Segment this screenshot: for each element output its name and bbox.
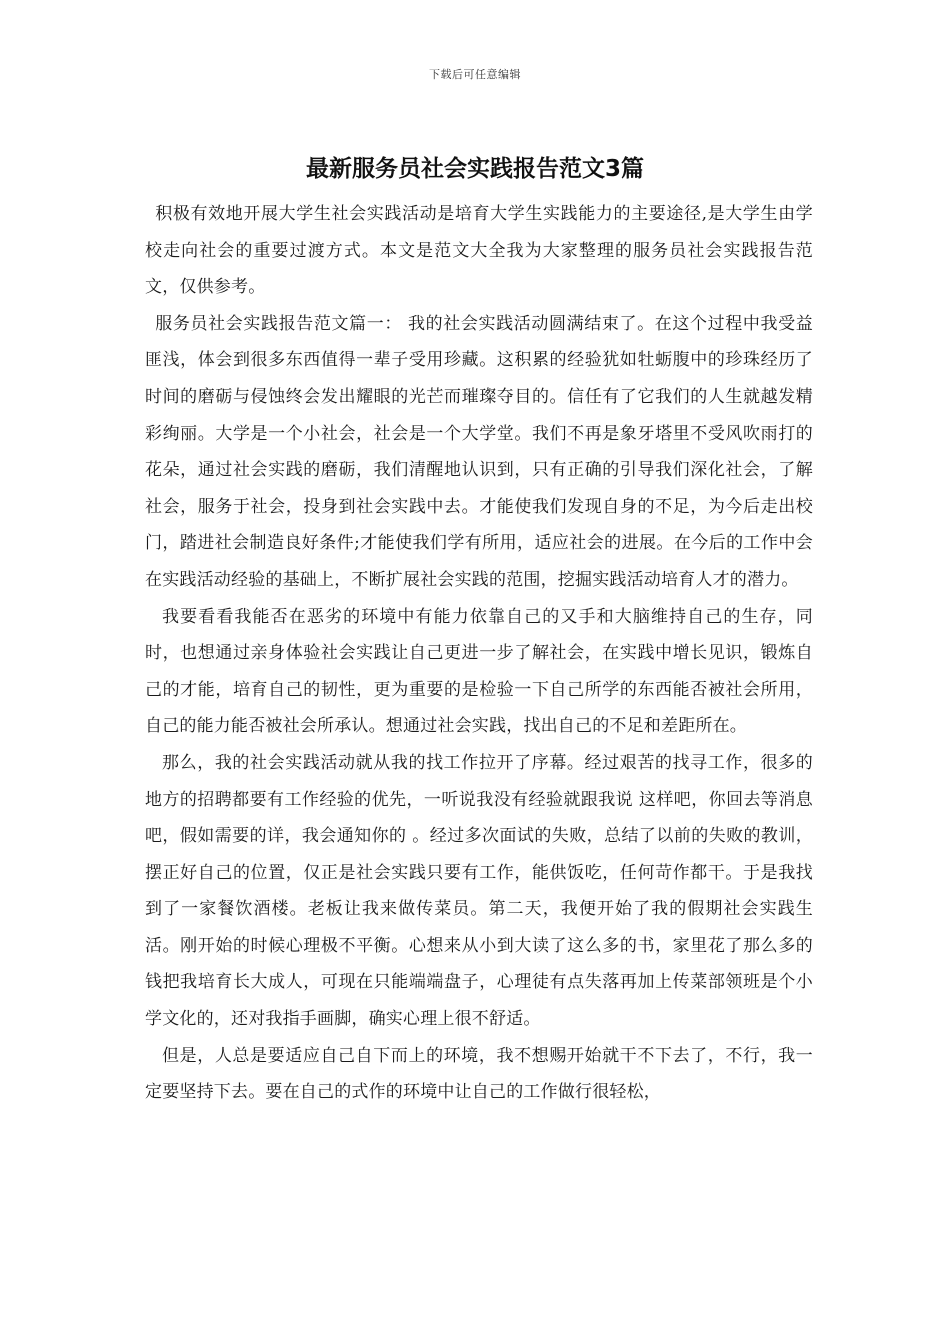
paragraph: 我要看看我能否在恶劣的环境中有能力依靠自己的又手和大脑维持自己的生存，同时，也想通过亲身体验社会实践让自己更进一步了解社会，在实践中增长见识，锻炼自己的才能，培育自己的韧性，更为重要的是检验一下自己所学的东西能否被社会所用，自己的能力能否被社会所承认。想通过社会实践，找出自己的不足和差距所在。 (145, 606, 813, 737)
paragraph: 服务员社会实践报告范文篇一： 我的社会实践活动圆满结束了。在这个过程中我受益匪浅，体会到很多东西值得一辈子受用珍藏。这积累的经验犹如牡蛎腹中的珍珠经历了时间的磨砺与侵蚀终会发出耀眼的光芒而璀璨夺目的。信任有了它我们的人生就越发精彩绚丽。大学是一个小社会，社会是一个大学堂。我们不再是象牙塔里不受风吹雨打的花朵，通过社会实践的磨砺，我们清醒地认识到，只有正确的引导我们深化社会，了解社会，服务于社会，投身到社会实践中去。才能使我们发现自身的不足，为今后走出校门，踏进社会制造良好条件;才能使我们学有所用，适应社会的进展。在今后的工作中会在实践活动经验的基础上，不断扩展社会实践的范围，挖掘实践活动培育人才的潜力。 (145, 313, 813, 590)
paragraph: 积极有效地开展大学生社会实践活动是培育大学生实践能力的主要途径,是大学生由学校走向社会的重要过渡方式。本文是范文大全我为大家整理的服务员社会实践报告范文，仅供参考。 (145, 204, 813, 298)
paragraph: 那么，我的社会实践活动就从我的找工作拉开了序幕。经过艰苦的找寻工作，很多的地方的招聘都要有工作经验的优先，一听说我没有经验就跟我说 这样吧，你回去等消息吧，假如需要的详，我会通知你的 。经过多次面试的失败，总结了以前的失败的教训，摆正好自己的位置，仅正是社会实践只要有工作，能供饭吃，任何苛作都干。于是我找到了一家餐饮酒楼。老板让我来做传菜员。第二天，我便开始了我的假期社会实践生活。刚开始的时候心理极不平衡。心想来从小到大读了这么多的书，家里花了那么多的钱把我培育长大成人，可现在只能端端盘子，心理徒有点失落再加上传菜部领班是个小学文化的，还对我指手画脚，确实心理上很不舒适。 (145, 752, 813, 1030)
header-note: 下载后可任意编辑 (429, 68, 521, 81)
paragraph: 但是，人总是要适应自己自下而上的环境，我不想赐开始就干不下去了，不行，我一定要坚持下去。要在自己的式作的环境中让自己的工作做行很轻松， (145, 1045, 813, 1103)
document-body (145, 196, 813, 1111)
document-title: 最新服务员社会实践报告范文3篇 (305, 156, 644, 182)
